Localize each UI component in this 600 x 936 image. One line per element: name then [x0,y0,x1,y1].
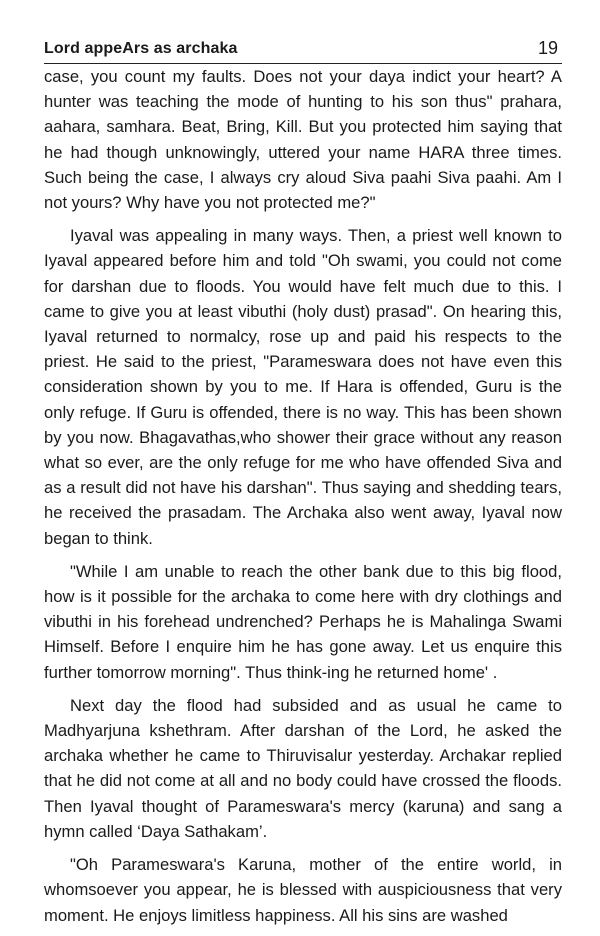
paragraph-3: "While I am unable to reach the other bank due to this big flood, how is it possible for the archaka to come here with dry clothings and vibuthi in his forehead undrenched? Perhaps he is Mahalinga Swami Himself. Before I enquire him he has gone away. Let us enquire this further tomorrow morning". Thus think-ing he returned home' . [44,561,562,682]
paragraph-1: case, you count my faults. Does not your daya indict your heart? A hunter was teaching the mode of hunting to his son thus" prahara, aahara, samhara. Beat, Bring, Kill. But you protected him saying that he had though unknowingly, uttered your name HARA three times. Such being the case, I always cry aloud Siva paahi Siva paahi. Am I not yours? Why have you not protected me?" [44,67,562,213]
running-header [44,38,560,62]
paragraph-2: Iyaval was appealing in many ways. Then, a priest well known to Iyaval appeared before him and told "Oh swami, you could not come for darshan due to floods. You would have felt much due to this. I came to give you at least vibuthi (holy dust) prasad". On hearing this, Iyaval returned to normalcy, rose up and paid his respects to the priest. He said to the priest, "Parameswara does not have even this consideration shown by you to me. If Hara is offended, Guru is the only refuge. If Guru is offended, there is no way. This has been shown by you now. Bhagavathas,who shower their grace without any reason what so ever, are the only refuge for me who have offended Siva and as a result did not have his darshan". Thus saying and shedding tears, he received the prasadam. The Archaka also went away, Iyaval now began to think. [44,226,562,548]
paragraph-5: "Oh Parameswara's Karuna, mother of the entire world, in whomsoever you appear, he is blessed with auspiciousness that very moment. He enjoys limitless happiness. All his sins are washed [44,855,562,925]
page-number: 19 [537,38,558,58]
paragraph-4: Next day the flood had subsided and as usual he came to Madhyarjuna kshethram. After darshan of the Lord, he asked the archaka whether he came to Thiruvisalur yesterday. Archakar replied that he did not come at all and no body could have crossed the floods. Then Iyaval thought of Parameswara's mercy (karuna) and sang a hymn called ‘Daya Sathakam’. [44,695,562,841]
body-text [44,64,562,936]
running-title: Lord appeArs as archaka [44,40,238,57]
